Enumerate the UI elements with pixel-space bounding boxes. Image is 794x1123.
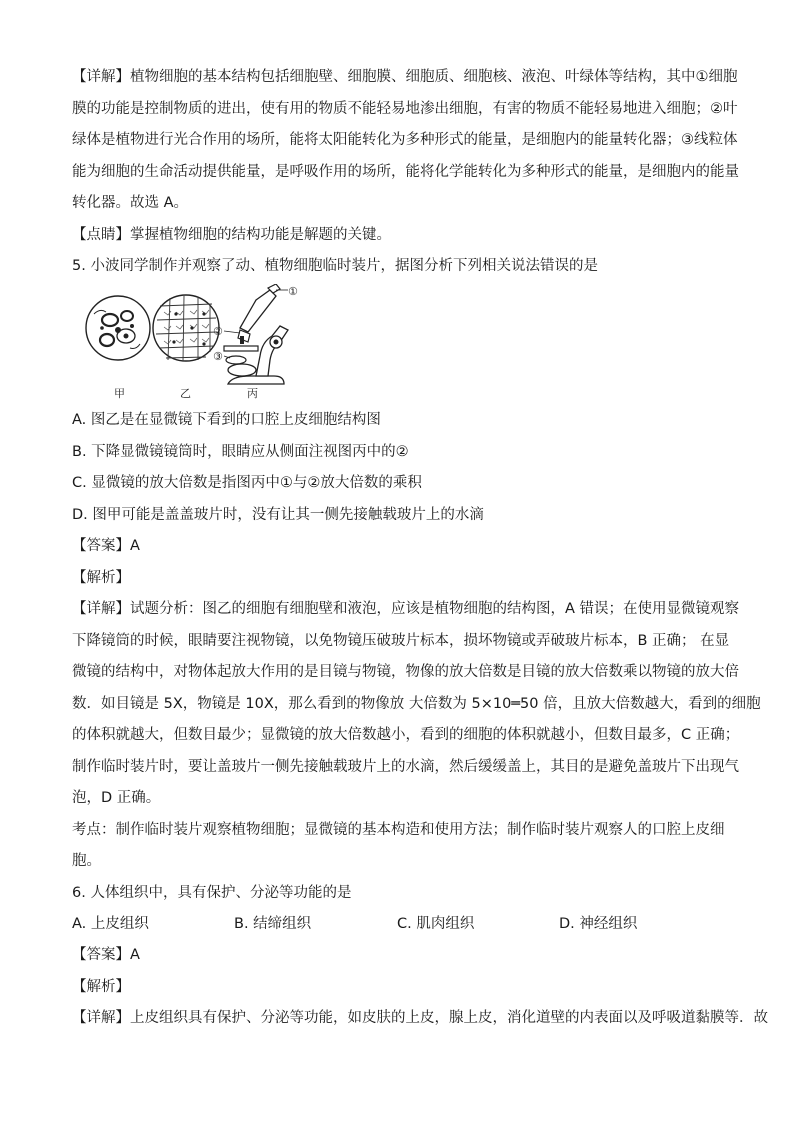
detail-line: 下降镜筒的时候，眼睛要注视物镜，以免物镜压破玻片标本，损坏物镜或弄破玻片标本，B 正确； 在显: [72, 632, 730, 649]
marker-2: ②: [213, 325, 223, 338]
text-line: 绿体是植物进行光合作用的场所，能将太阳能转化为多种形式的能量，是细胞内的能量转化器；③线粒体: [72, 132, 738, 148]
option-c: C. 肌肉组织: [397, 916, 475, 932]
figure-yi-cells: [153, 295, 219, 361]
detail-line: 微镜的结构中，对物体起放大作用的是目镜与物镜，物像的放大倍数是目镜的放大倍数乘以物镜的放大倍: [72, 664, 739, 680]
figure-bing-microscope: [224, 284, 288, 384]
text-line: 【详解】植物细胞的基本结构包括细胞壁、细胞膜、细胞质、细胞核、液泡、叶绿体等结构，其中①细胞: [72, 69, 738, 85]
detail-line: 制作临时装片时，要让盖玻片一侧先接触载玻片上的水滴，然后缓缓盖上，其目的是避免盖玻片下出现气: [72, 758, 739, 775]
figure-label-jia: 甲: [114, 387, 125, 400]
question-6-options: [72, 909, 736, 941]
question-6-stem: 6. 人体组织中，具有保护、分泌等功能的是: [72, 884, 352, 901]
detail-line: 数．如目镜是 5X，物镜是 10X，那么看到的物像放 大倍数为 5×10═50 倍，且放大倍数越大，看到的细胞: [72, 695, 761, 712]
analysis-heading: 【解析】: [72, 569, 130, 586]
text-line: 膜的功能是控制物质的进出，使有用的物质不能轻易地渗出细胞，有害的物质不能轻易地进入细胞；②叶: [72, 100, 738, 117]
kaodian-line: 考点：制作临时装片观察植物细胞；显微镜的基本构造和使用方法；制作临时装片观察人的口腔上皮细: [72, 821, 725, 838]
figure-jia-cells: [86, 296, 150, 360]
text-line: 能为细胞的生命活动提供能量，是呼吸作用的场所，能将化学能转化为多种形式的能量，是细胞内的能量: [72, 163, 739, 180]
option-d: D. 神经组织: [559, 916, 638, 932]
detail-line: 的体积就越大，但数目最少；显微镜的放大倍数越小，看到的细胞的体积就越小，但数目最多，C 正确；: [72, 727, 740, 743]
analysis-heading: 【解析】: [72, 978, 130, 995]
option-a: A. 图乙是在显微镜下看到的口腔上皮细胞结构图: [72, 412, 381, 428]
question-5-stem: [72, 251, 736, 283]
answer-line: 【答案】A: [72, 538, 140, 554]
question-6-solution: [72, 940, 768, 1035]
question-5-figure: [80, 284, 310, 402]
option-a: A. 上皮组织: [72, 916, 149, 932]
question-stem-text: 5. 小波同学制作并观察了动、植物细胞临时装片，据图分析下列相关说法错误的是: [72, 258, 598, 274]
answer-line: 【答案】A: [72, 947, 140, 963]
detail-paragraph-q4: [72, 62, 739, 251]
option-c: C. 显微镜的放大倍数是指图丙中①与②放大倍数的乘积: [72, 475, 422, 491]
detail-line: 泡，D 正确。: [72, 790, 161, 806]
marker-3: ③: [213, 350, 223, 363]
kaodian-line: 胞。: [72, 853, 101, 869]
text-line: 转化器。故选 A。: [72, 195, 189, 211]
option-d: D. 图甲可能是盖盖玻片时，没有让其一侧先接触载玻片上的水滴: [72, 506, 484, 523]
detail-line: 【详解】试题分析：图乙的细胞有细胞壁和液泡，应该是植物细胞的结构图，A 错误；在使用显微镜观察: [72, 601, 740, 617]
detail-line: 【详解】上皮组织具有保护、分泌等功能，如皮肤的上皮，腺上皮，消化道壁的内表面以及呼吸道黏膜等．故: [72, 1010, 768, 1026]
option-b: B. 下降显微镜镜筒时，眼睛应从侧面注视图丙中的②: [72, 443, 409, 460]
figure-label-yi: 乙: [180, 387, 191, 400]
tip-line: 【点睛】掌握植物细胞的结构功能是解题的关键。: [72, 226, 391, 243]
question-5-options: [72, 405, 761, 909]
option-b: B. 结缔组织: [234, 916, 312, 932]
marker-1: ①: [288, 285, 298, 298]
figure-label-bing: 丙: [247, 387, 258, 400]
